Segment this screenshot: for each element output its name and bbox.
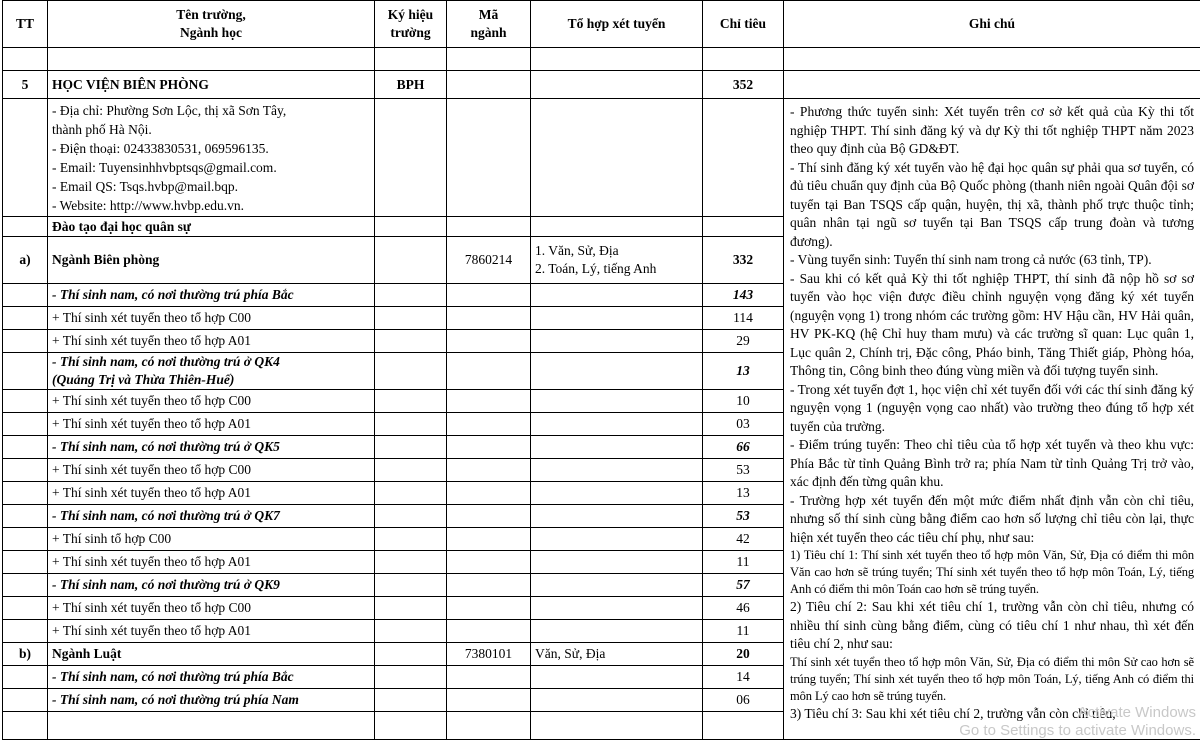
row-quota: 10 <box>703 390 784 413</box>
row-quota: 03 <box>703 413 784 436</box>
row-quota: 46 <box>703 597 784 620</box>
row-label: - Thí sinh nam, có nơi thường trú phía Bắc <box>48 284 375 307</box>
note-paragraph: - Vùng tuyển sinh: Tuyển thí sinh nam trong cả nước (63 tỉnh, TP). <box>790 252 1152 267</box>
major-a-name: Ngành Biên phòng <box>48 237 375 284</box>
row-label: + Thí sinh xét tuyển theo tổ hợp C00 <box>48 307 375 330</box>
note-paragraph: - Sau khi có kết quả Kỳ thi tốt nghiệp THPT, thí sinh đã nộp hồ sơ sơ tuyển vào học viện được điều chỉnh nguyện vọng đăng ký xét tuyển (nguyện vọng 1) trong nhóm các trường gồm: HV Hậu cần, HV Hải quân, HV PK-KQ (hệ Chỉ huy tham mưu) và các trường sĩ quan: Lục quân 1, Lục quân 2, Chính trị, Đặc công, Pháo binh, Tăng Thiết giáp, Phòng hóa, Thông tin, Công binh theo đúng vùng miền và đối tượng tuyển sinh. <box>790 270 1194 378</box>
note-paragraph: 1) Tiêu chí 1: Thí sinh xét tuyển theo tổ hợp môn Văn, Sử, Địa có điểm thi môn Văn cao hơn sẽ trúng tuyển; Thí sinh xét tuyển theo tổ hợp môn Toán, Lý, tiếng Anh có điểm thi môn Toán cao hơn sẽ trúng tuyển. <box>790 548 1194 596</box>
note-paragraph: - Trong xét tuyển đợt 1, học viện chỉ xét tuyển đối với các thí sinh đăng ký nguyện vọng 1 (nguyện vọng cao nhất) vào trường theo đúng tổ hợp xét tuyển của trường. <box>790 381 1194 434</box>
notes-cell <box>784 99 1200 740</box>
header-name: Tên trường, Ngành học <box>48 1 375 48</box>
major-a-tt: a) <box>3 237 48 284</box>
row-label: + Thí sinh xét tuyển theo tổ hợp A01 <box>48 413 375 436</box>
row-quota: 42 <box>703 528 784 551</box>
major-b-name: Ngành Luật <box>48 643 375 666</box>
row-label: - Thí sinh nam, có nơi thường trú phía Bắc <box>48 666 375 689</box>
contact-info: - Địa chỉ: Phường Sơn Lộc, thị xã Sơn Tây, thành phố Hà Nội. - Điện thoại: 02433830531, 069596135. - Email: Tuyensinhhvbptsqs@gmail.com. - Email QS: Tsqs.hvbp@mail.bqp. - Website: http://www.hvbp.edu.vn. <box>48 99 375 217</box>
row-quota: 57 <box>703 574 784 597</box>
header-school-code: Ký hiệu trường <box>375 1 447 48</box>
row-label: + Thí sinh xét tuyển theo tổ hợp A01 <box>48 482 375 505</box>
row-quota: 53 <box>703 505 784 528</box>
row-label: - Thí sinh nam, có nơi thường trú phía Nam <box>48 689 375 712</box>
header-quota: Chỉ tiêu <box>703 1 784 48</box>
training-label: Đào tạo đại học quân sự <box>48 217 375 237</box>
row-quota: 143 <box>703 284 784 307</box>
major-a-combinations: 1. Văn, Sử, Địa 2. Toán, Lý, tiếng Anh <box>531 237 703 284</box>
note-paragraph: - Trường hợp xét tuyển đến một mức điểm nhất định vẫn còn chỉ tiêu, nhưng số thí sinh cùng bằng điểm cao hơn số lượng chỉ tiêu còn lại, thực hiện xét tuyển theo các tiêu chí phụ, như sau: <box>790 492 1194 545</box>
row-label: + Thí sinh xét tuyển theo tổ hợp C00 <box>48 390 375 413</box>
row-label: + Thí sinh xét tuyển theo tổ hợp A01 <box>48 330 375 353</box>
row-quota: 53 <box>703 459 784 482</box>
header-row <box>3 1 1200 48</box>
row-quota: 11 <box>703 620 784 643</box>
row-label: + Thí sinh xét tuyển theo tổ hợp C00 <box>48 597 375 620</box>
row-label: + Thí sinh xét tuyển theo tổ hợp A01 <box>48 620 375 643</box>
row-label: - Thí sinh nam, có nơi thường trú ở QK4 (Quảng Trị và Thừa Thiên-Huế) <box>48 353 375 390</box>
row-quota: 06 <box>703 689 784 712</box>
header-tt: TT <box>3 1 48 48</box>
row-quota: 11 <box>703 551 784 574</box>
major-b-quota: 20 <box>703 643 784 666</box>
school-name: HỌC VIỆN BIÊN PHÒNG <box>48 71 375 99</box>
note-paragraph: - Phương thức tuyển sinh: Xét tuyển trên cơ sở kết quả của Kỳ thi tốt nghiệp THPT. Thí sinh đăng ký và dự Kỳ thi tốt nghiệp THPT năm 2023 theo quy định của Bộ GD&ĐT. <box>790 104 1194 156</box>
major-b-combination: Văn, Sử, Địa <box>531 643 703 666</box>
contact-row <box>3 99 1200 217</box>
major-a-code: 7860214 <box>447 237 531 284</box>
spacer-row <box>3 48 1200 71</box>
school-tt: 5 <box>3 71 48 99</box>
row-label: - Thí sinh nam, có nơi thường trú ở QK9 <box>48 574 375 597</box>
school-row <box>3 71 1200 99</box>
row-label: + Thí sinh tổ hợp C00 <box>48 528 375 551</box>
row-quota: 14 <box>703 666 784 689</box>
row-quota: 114 <box>703 307 784 330</box>
header-notes: Ghi chú <box>784 1 1200 48</box>
school-code: BPH <box>375 71 447 99</box>
note-paragraph: 3) Tiêu chí 3: Sau khi xét tiêu chí 2, trường vẫn còn chỉ tiêu, <box>790 705 1116 721</box>
school-quota: 352 <box>703 71 784 99</box>
note-paragraph: Thí sinh xét tuyển theo tổ hợp môn Văn, Sử, Địa có điểm thi môn Sử cao hơn sẽ trúng tuyển; Thí sinh xét tuyển theo tổ hợp môn Toán, Lý, tiếng Anh có điểm thi môn Lý cao hơn sẽ trúng tuyển. <box>790 654 1194 703</box>
row-label: - Thí sinh nam, có nơi thường trú ở QK5 <box>48 436 375 459</box>
note-paragraph: 2) Tiêu chí 2: Sau khi xét tiêu chí 1, trường vẫn còn chỉ tiêu, nhưng có nhiều thí sinh cùng bằng điểm, cùng có tiêu chí 1 như nhau, thì xét đến tiêu chí 2, như sau: <box>790 599 1194 651</box>
major-a-quota: 332 <box>703 237 784 284</box>
row-label: + Thí sinh xét tuyển theo tổ hợp C00 <box>48 459 375 482</box>
header-combination: Tổ hợp xét tuyển <box>531 1 703 48</box>
header-major-code: Mã ngành <box>447 1 531 48</box>
note-paragraph: - Điểm trúng tuyển: Theo chỉ tiêu của tổ hợp xét tuyển và theo khu vực: Phía Bắc từ tỉnh Quảng Bình trở ra; phía Nam từ tỉnh Quảng Trị trở vào, xác định đến từng quân khu. <box>790 437 1194 489</box>
row-quota: 29 <box>703 330 784 353</box>
note-paragraph: - Thí sinh đăng ký xét tuyển vào hệ đại học quân sự phải qua sơ tuyển, có đủ tiêu chuẩn quy định của Bộ Quốc phòng (thanh niên ngoài Quân đội sơ tuyển tại Ban TSQS cấp quận, huyện, thị xã, thành phố trực thuộc tỉnh; quân nhân tại ngũ sơ tuyển tại Ban TSQS cấp trung đoàn và tương đương). <box>790 159 1194 249</box>
row-quota: 66 <box>703 436 784 459</box>
row-quota: 13 <box>703 482 784 505</box>
admission-table <box>2 0 1200 740</box>
row-label: + Thí sinh xét tuyển theo tổ hợp A01 <box>48 551 375 574</box>
major-b-tt: b) <box>3 643 48 666</box>
major-b-code: 7380101 <box>447 643 531 666</box>
row-label: - Thí sinh nam, có nơi thường trú ở QK7 <box>48 505 375 528</box>
activation-watermark: Activate Windows Go to Settings to activate Windows. <box>959 704 1196 739</box>
row-quota: 13 <box>703 353 784 390</box>
